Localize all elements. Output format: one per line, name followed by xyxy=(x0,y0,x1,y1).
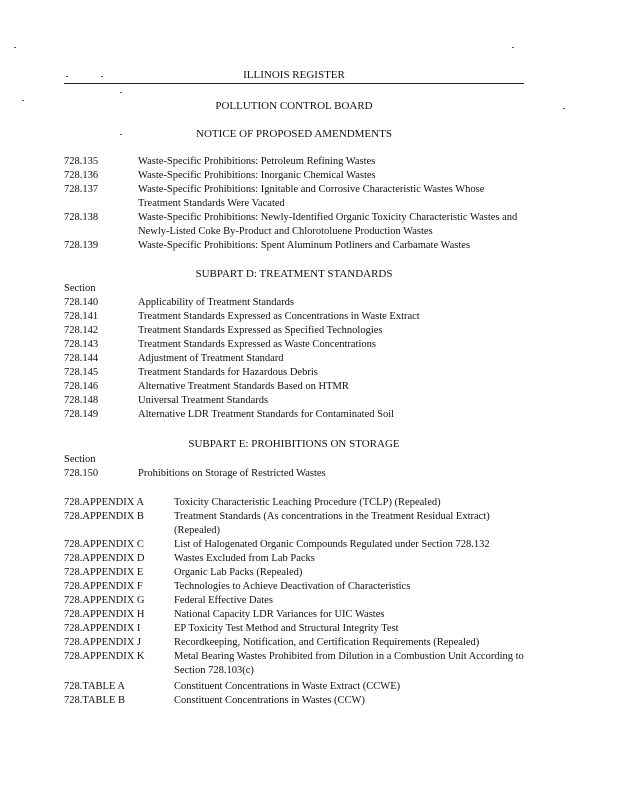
section-description: Alternative Treatment Standards Based on HTMR xyxy=(138,381,349,392)
scan-speck xyxy=(563,108,565,109)
subpart-d-heading: SUBPART D: TREATMENT STANDARDS xyxy=(195,268,393,280)
section-number: 728.143 xyxy=(64,339,99,350)
appendix-number: 728.APPENDIX G xyxy=(64,595,145,606)
appendix-number: 728.APPENDIX J xyxy=(64,637,142,648)
section-number: 728.150 xyxy=(64,468,99,479)
section-number: 728.139 xyxy=(64,240,99,251)
appendix-description: Toxicity Characteristic Leaching Procedure (TCLP) (Repealed) xyxy=(174,497,441,508)
running-header xyxy=(64,68,524,84)
appendix-number: 728.APPENDIX A xyxy=(64,497,144,508)
section-number: 728.135 xyxy=(64,156,99,167)
appendix-description: Technologies to Achieve Deactivation of Characteristics xyxy=(174,581,411,592)
section-number: 728.136 xyxy=(64,170,99,181)
appendix-description: Recordkeeping, Notification, and Certification Requirements (Repealed) xyxy=(174,637,480,648)
section-number: 728.140 xyxy=(64,297,99,308)
section-column-label: Section xyxy=(64,454,96,465)
appendix-description: EP Toxicity Test Method and Structural Integrity Test xyxy=(174,623,399,634)
section-number: 728.145 xyxy=(64,367,99,378)
section-description: Treatment Standards Expressed as Waste Concentrations xyxy=(138,339,376,350)
appendix-number: 728.APPENDIX C xyxy=(64,539,144,550)
section-description: Waste-Specific Prohibitions: Newly-Identified Organic Toxicity Characteristic Wastes and Newly-Listed Coke By-Product and Chlorotoluene Production Wastes xyxy=(138,212,518,237)
section-description: Treatment Standards Expressed as Specified Technologies xyxy=(138,325,383,336)
section-description: Adjustment of Treatment Standard xyxy=(138,353,284,364)
appendix-number: 728.APPENDIX D xyxy=(64,553,145,564)
section-description: Applicability of Treatment Standards xyxy=(138,297,295,308)
scan-speck xyxy=(120,92,122,93)
notice-title: NOTICE OF PROPOSED AMENDMENTS xyxy=(196,128,392,140)
section-description: Waste-Specific Prohibitions: Ignitable and Corrosive Characteristic Wastes Whose Treatment Standards Were Vacated xyxy=(138,184,485,209)
table-description: Constituent Concentrations in Waste Extract (CCWE) xyxy=(174,681,401,692)
appendix-number: 728.APPENDIX F xyxy=(64,581,143,592)
appendix-description: Wastes Excluded from Lab Packs xyxy=(174,553,315,564)
section-description: Waste-Specific Prohibitions: Inorganic Chemical Wastes xyxy=(138,170,376,181)
appendix-description: Federal Effective Dates xyxy=(174,595,273,606)
scan-speck xyxy=(512,47,514,48)
appendix-number: 728.APPENDIX B xyxy=(64,511,144,522)
appendix-description: List of Halogenated Organic Compounds Regulated under Section 728.132 xyxy=(174,539,490,550)
section-number: 728.148 xyxy=(64,395,99,406)
section-description: Prohibitions on Storage of Restricted Wastes xyxy=(138,468,326,479)
section-description: Treatment Standards Expressed as Concentrations in Waste Extract xyxy=(138,311,420,322)
section-description: Universal Treatment Standards xyxy=(138,395,269,406)
running-title: ILLINOIS REGISTER xyxy=(243,69,345,81)
section-number: 728.137 xyxy=(64,184,99,195)
subpart-e-heading: SUBPART E: PROHIBITIONS ON STORAGE xyxy=(188,438,400,450)
board-title: POLLUTION CONTROL BOARD xyxy=(215,100,373,112)
section-number: 728.144 xyxy=(64,353,99,364)
table-number: 728.TABLE B xyxy=(64,695,125,706)
table-description: Constituent Concentrations in Wastes (CCW) xyxy=(174,695,365,706)
section-number: 728.149 xyxy=(64,409,99,420)
appendix-number: 728.APPENDIX E xyxy=(64,567,144,578)
section-number: 728.141 xyxy=(64,311,99,322)
appendix-description: National Capacity LDR Variances for UIC Wastes xyxy=(174,609,385,620)
appendix-number: 728.APPENDIX H xyxy=(64,609,145,620)
scan-speck xyxy=(14,47,16,48)
section-column-label: Section xyxy=(64,283,96,294)
table-number: 728.TABLE A xyxy=(64,681,125,692)
section-description: Treatment Standards for Hazardous Debris xyxy=(138,367,318,378)
appendix-number: 728.APPENDIX I xyxy=(64,623,141,634)
section-description: Alternative LDR Treatment Standards for Contaminated Soil xyxy=(138,409,395,420)
section-description: Waste-Specific Prohibitions: Spent Aluminum Potliners and Carbamate Wastes xyxy=(138,240,471,251)
section-number: 728.142 xyxy=(64,325,99,336)
section-number: 728.138 xyxy=(64,212,99,223)
appendix-description: Treatment Standards (As concentrations in the Treatment Residual Extract) (Repealed) xyxy=(174,511,490,536)
appendix-number: 728.APPENDIX K xyxy=(64,651,145,662)
appendix-description: Metal Bearing Wastes Prohibited from Dilution in a Combustion Unit According to Section 728.103(c) xyxy=(174,651,524,676)
section-number: 728.146 xyxy=(64,381,99,392)
appendix-description: Organic Lab Packs (Repealed) xyxy=(174,567,303,578)
scan-speck xyxy=(22,100,24,101)
section-description: Waste-Specific Prohibitions: Petroleum Refining Wastes xyxy=(138,156,376,167)
